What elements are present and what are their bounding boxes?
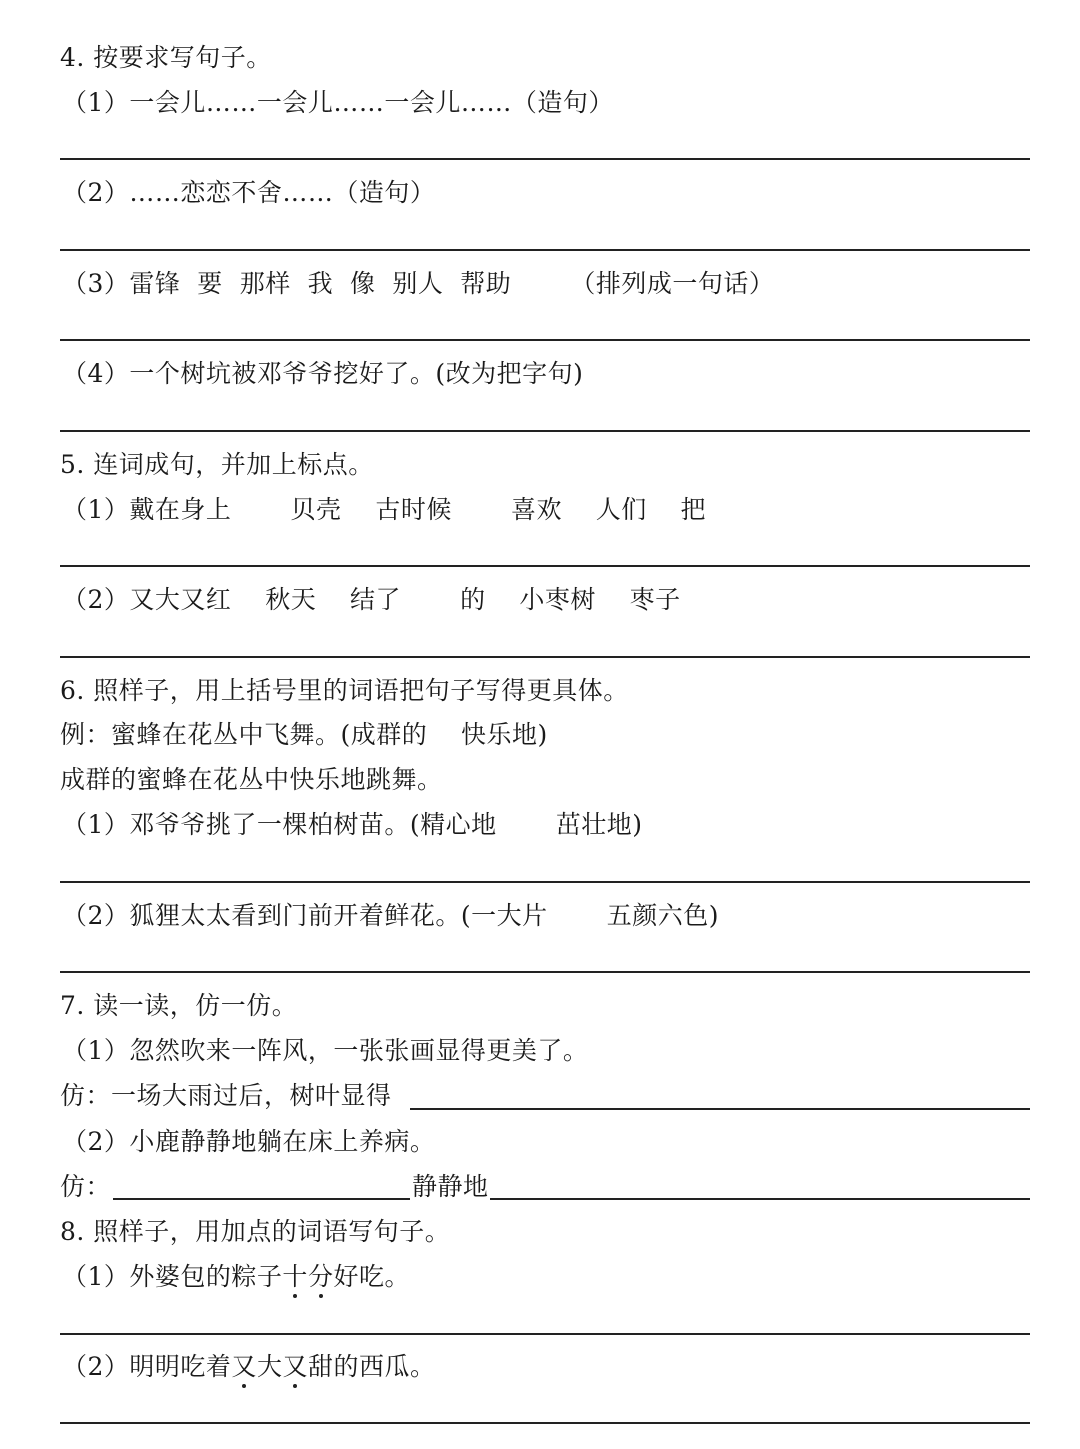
q6-example: 例：蜜蜂在花丛中飞舞。(成群的 快乐地) <box>60 720 548 749</box>
q4-item-3: （3）雷锋 要 那样 我 像 别人 帮助 （排列成一句话） <box>62 269 775 298</box>
q6-title: 6. 照样子，用上括号里的词语把句子写得更具体。 <box>60 676 629 705</box>
q5-item-2: （2）又大又红 秋天 结了 的 小枣树 枣子 <box>62 585 681 614</box>
dotted-word-char: 又 <box>282 1352 308 1381</box>
q5-item-1: （1）戴在身上 贝壳 古时候 喜欢 人们 把 <box>62 495 707 524</box>
q7-imitate-2-prefix: 仿： <box>60 1172 112 1201</box>
answer-line-q5-1[interactable] <box>60 565 1030 567</box>
answer-line-q8-1[interactable] <box>60 1333 1030 1335</box>
answer-line-q6-1[interactable] <box>60 881 1030 883</box>
answer-line-q5-2[interactable] <box>60 656 1030 658</box>
q8-item-1 <box>62 1262 410 1292</box>
q6-item-1: （1）邓爷爷挑了一棵柏树苗。(精心地 茁壮地) <box>62 810 643 839</box>
answer-line-q4-2[interactable] <box>60 249 1030 251</box>
q8-title: 8. 照样子，用加点的词语写句子。 <box>60 1217 451 1246</box>
q7-title: 7. 读一读，仿一仿。 <box>60 991 298 1020</box>
q8-item-2 <box>62 1352 435 1382</box>
q6-example-answer: 成群的蜜蜂在花丛中快乐地跳舞。 <box>60 765 443 794</box>
dotted-word-char: 又 <box>231 1352 257 1381</box>
q8-item-2-text: （2）明明吃着 <box>62 1352 232 1381</box>
q8-item-1-text: （1）外婆包的粽子 <box>62 1262 283 1291</box>
q5-title: 5. 连词成句，并加上标点。 <box>60 450 374 479</box>
q8-item-1-text-end: 好吃。 <box>333 1262 410 1291</box>
blank-line-q7-2b[interactable] <box>490 1198 1030 1200</box>
q4-item-1: （1）一会儿……一会儿……一会儿……（造句） <box>62 88 614 117</box>
q8-item-2-text-end: 甜的西瓜。 <box>307 1352 436 1381</box>
q4-item-4: （4）一个树坑被邓爷爷挖好了。(改为把字句) <box>62 359 584 388</box>
q7-imitate-2-mid: 静静地 <box>412 1172 489 1201</box>
answer-line-q4-3[interactable] <box>60 339 1030 341</box>
q7-item-1: （1）忽然吹来一阵风，一张张画显得更美了。 <box>62 1036 589 1065</box>
q4-item-2: （2）……恋恋不舍……（造句） <box>62 178 436 207</box>
q7-item-2: （2）小鹿静静地躺在床上养病。 <box>62 1127 436 1156</box>
dotted-word-char: 十 <box>282 1262 308 1291</box>
answer-line-q6-2[interactable] <box>60 971 1030 973</box>
q6-item-2: （2）狐狸太太看到门前开着鲜花。(一大片 五颜六色) <box>62 901 720 930</box>
blank-line-q7-2a[interactable] <box>113 1198 410 1200</box>
q8-item-2-text-mid: 大 <box>256 1352 283 1381</box>
answer-line-q4-1[interactable] <box>60 158 1030 160</box>
answer-line-q8-2[interactable] <box>60 1422 1030 1424</box>
blank-line-q7-1[interactable] <box>410 1108 1030 1110</box>
answer-line-q4-4[interactable] <box>60 430 1030 432</box>
q4-title: 4. 按要求写句子。 <box>60 43 272 72</box>
dotted-word-char: 分 <box>307 1262 334 1291</box>
q7-imitate-1: 仿：一场大雨过后，树叶显得 <box>60 1081 392 1110</box>
